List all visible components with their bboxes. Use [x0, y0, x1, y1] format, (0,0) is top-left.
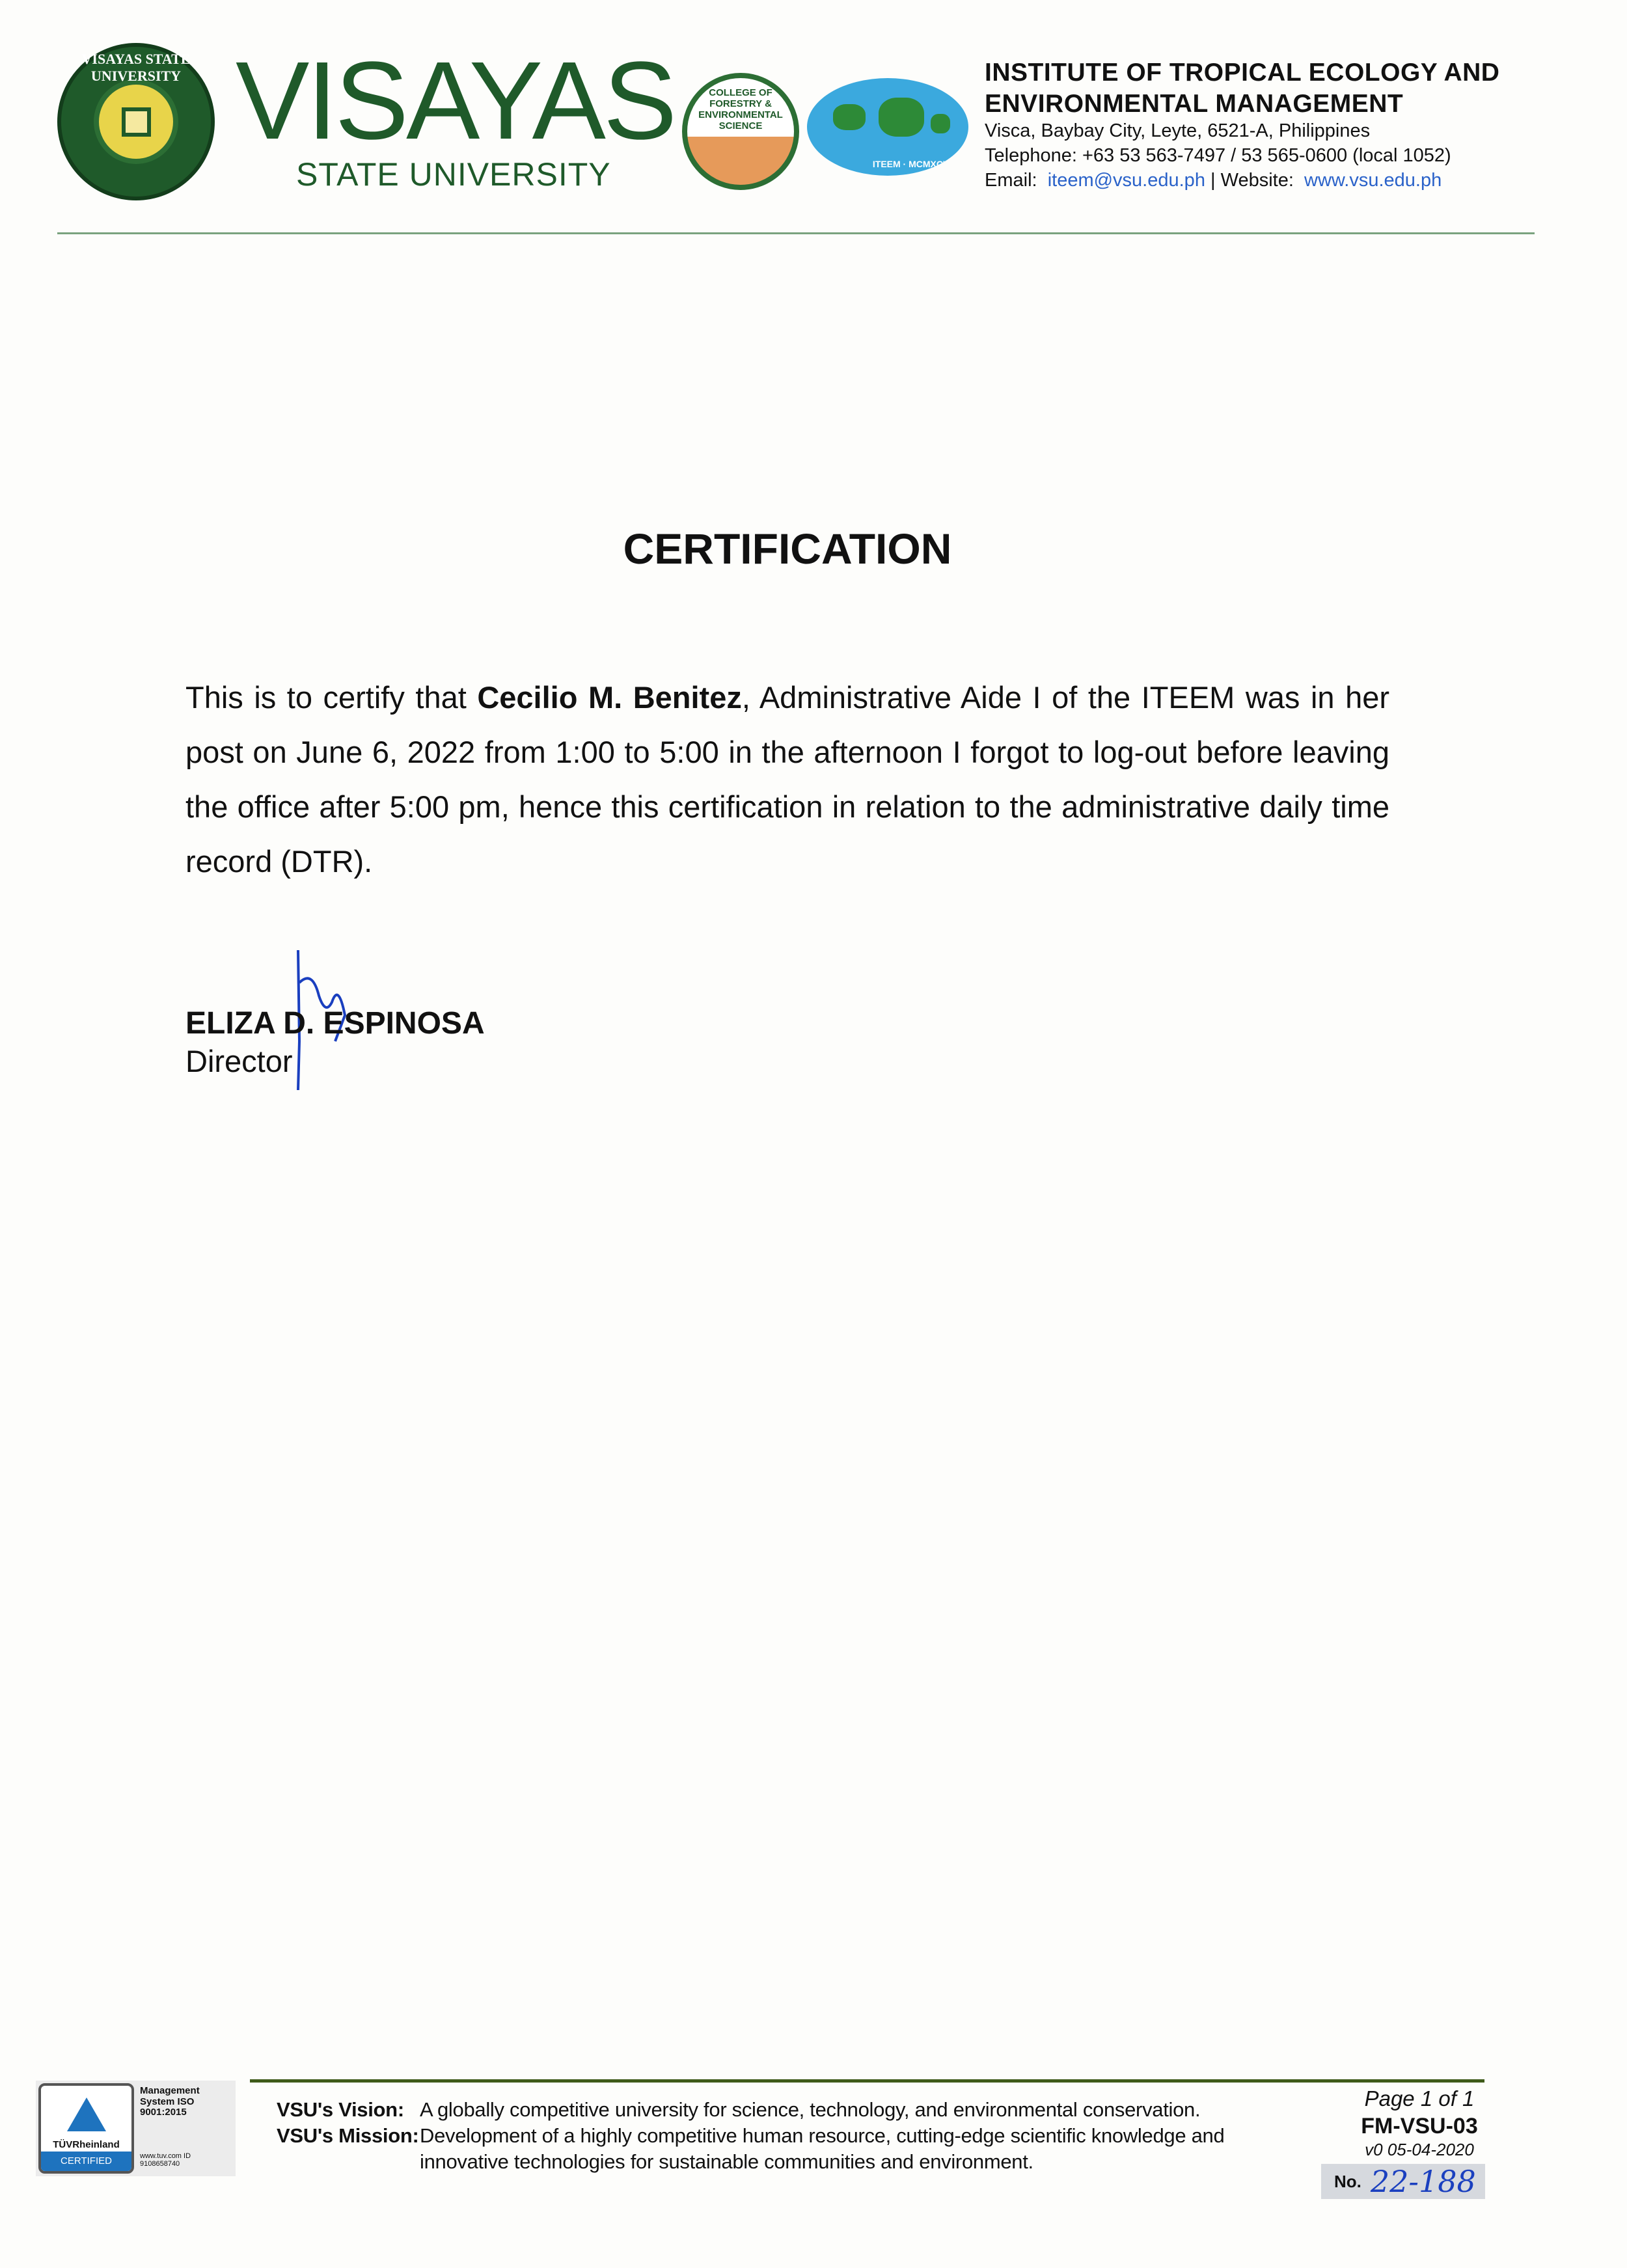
website-label: | Website:: [1210, 169, 1294, 191]
document-title: CERTIFICATION: [623, 525, 952, 573]
signatory-position: Director: [185, 1044, 293, 1078]
iteem-globe-logo: [807, 78, 968, 176]
document-number-box: [1321, 2164, 1485, 2199]
institute-name-line2: ENVIRONMENTAL MANAGEMENT: [985, 89, 1404, 118]
university-name: VISAYAS: [236, 39, 675, 163]
tuv-brand: TÜVRheinland: [53, 2139, 120, 2150]
tuv-management-system: Management System ISO 9001:2015: [140, 2085, 200, 2118]
form-version: v0 05-04-2020: [1365, 2140, 1474, 2159]
institute-name-line1: INSTITUTE OF TROPICAL ECOLOGY AND: [985, 59, 1500, 87]
iteem-logo-text: ITEEM · MCMXCVIII: [872, 159, 957, 169]
signatory-name: ELIZA D. ESPINOSA: [185, 1006, 485, 1041]
vsu-seal-logo: [57, 43, 215, 200]
contact-line: [985, 169, 1499, 193]
body-text-post: , Administrative Aide I of the ITEEM was in her post on June 6, 2022 from 1:00 to 5:00 in the afternoon I forgot to log-out before leaving the office after 5:00 pm, hence this certification in relation to the administrative daily time record (DTR).: [185, 680, 1389, 879]
document-number: 22-188: [1370, 2164, 1476, 2199]
number-label: No.: [1334, 2171, 1361, 2191]
email-link[interactable]: iteem@vsu.edu.ph: [1047, 169, 1205, 191]
certification-body: [185, 670, 1389, 889]
tuv-url: www.tuv.com ID 9108658740: [140, 2152, 191, 2168]
university-subtitle: STATE UNIVERSITY: [296, 156, 611, 193]
college-logo-text: COLLEGE OF FORESTRY & ENVIRONMENTAL SCIENCE: [698, 87, 783, 131]
form-info: [1321, 2086, 1485, 2199]
institute-info: [985, 57, 1499, 193]
header-divider: [57, 232, 1535, 234]
address: Visca, Baybay City, Leyte, 6521-A, Philippines: [985, 120, 1371, 142]
footer-divider: [250, 2079, 1484, 2083]
vision-label: VSU's Vision:: [277, 2098, 404, 2121]
tuv-triangle-icon: [67, 2097, 106, 2131]
body-text-pre: This is to certify that: [185, 680, 478, 715]
telephone: Telephone: +63 53 563-7497 / 53 565-0600 (local 1052): [985, 144, 1451, 166]
certified-person-name: Cecilio M. Benitez: [477, 680, 742, 715]
mission-label: VSU's Mission:: [277, 2124, 419, 2147]
vision-text: A globally competitive university for science, technology, and environmental conservation.: [420, 2098, 1201, 2121]
seal-text: VISAYAS STATE UNIVERSITY: [81, 51, 191, 84]
vision-mission: [277, 2097, 1305, 2175]
form-code: FM-VSU-03: [1361, 2114, 1478, 2138]
mission-text: Development of a highly competitive human resource, cutting-edge scientific knowledge and innovative technologies for sustainable communities and environment.: [420, 2124, 1225, 2173]
tuv-certified: CERTIFIED: [41, 2152, 131, 2171]
college-logo: [682, 73, 799, 190]
tuv-iso-certification-badge: [36, 2081, 236, 2176]
page-number: Page 1 of 1: [1364, 2086, 1475, 2111]
website-link[interactable]: www.vsu.edu.ph: [1304, 169, 1442, 191]
email-label: Email:: [985, 169, 1037, 191]
